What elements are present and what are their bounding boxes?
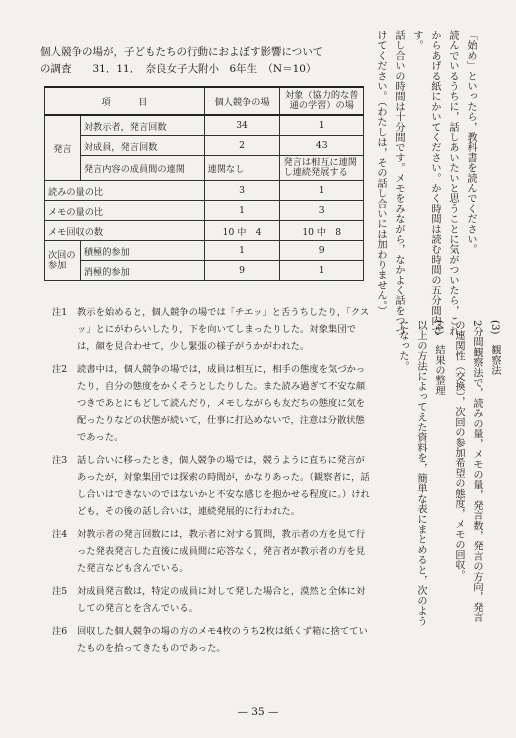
row-label: 発言内容の成員間の連関 (80, 156, 204, 181)
cell-control: 3 (280, 201, 364, 221)
header-item: 項 目 (45, 87, 205, 115)
notes-section (52, 304, 372, 663)
cell-competitive: 連関なし (204, 156, 280, 181)
note-item (52, 526, 372, 577)
row-label: 読みの量の比 (45, 181, 205, 201)
table-row (45, 261, 364, 281)
row-label: 対成員，発言回数 (80, 136, 204, 156)
results-table (44, 86, 364, 281)
note-text: 対成員発言数は，特定の成員に対して発した場合と，漠然と全体に対しての発言とを含んでいる。 (77, 586, 366, 614)
vertical-line: けてください。（わたしは，その話し合いには加わりません。） (375, 30, 386, 316)
note-number: 注4 (52, 529, 68, 540)
section-heading: (4) 結果の整理 (433, 320, 444, 396)
vertical-line: からあげる紙にかいてください。かく時間は読む時間の五分間内で (429, 30, 440, 336)
cell-control: 発言は相互に連関し連続発展する (280, 156, 364, 181)
table-row (45, 221, 364, 241)
cell-control: 1 (280, 181, 364, 201)
vertical-line: の連関性（交換），次回の参加希望の態度，メモの回収。 (453, 320, 464, 581)
page-number: — 35 — (237, 706, 279, 718)
caption-line-2: の調査 31．11． 奈良女子大附小 6年生 （N＝10） (40, 63, 317, 75)
row-label: 積極的参加 (80, 241, 204, 261)
note-item (52, 452, 372, 520)
note-number: 注2 (52, 364, 68, 375)
table-row (45, 181, 364, 201)
row-label: 消極的参加 (80, 261, 204, 281)
cell-competitive: 10 中 4 (204, 221, 280, 241)
cell-competitive: 9 (204, 261, 280, 281)
note-item (52, 623, 372, 657)
note-item (52, 583, 372, 617)
cell-control: 10 中 8 (280, 221, 364, 241)
note-item (52, 361, 372, 446)
cell-control: 9 (280, 241, 364, 261)
note-text: 話し合いに移ったとき，個人競争の場では，競うように直ちに発言があったが，対象集団では探索の時間が，かなりあった。（観察者に，話し合いはできないのではないかと不安な感じを抱かせる程度に。）けれども，その後の話し合いは，連続発展的に行われた。 (77, 455, 370, 517)
vertical-line: 「始め」といったら，教科書を読んでください。 (465, 30, 476, 255)
header-control: 対象（協力的な普通の学習）の場 (280, 87, 364, 115)
section-heading: (3) 観察法 (489, 320, 500, 376)
table-row (45, 115, 364, 136)
table-header-row (45, 87, 364, 115)
vertical-line: 話し合いの時間は十分間です。メモをみながら，なかよく話をつづ (393, 30, 404, 336)
note-text: 教示を始めると，個人競争の場では「チエッ」と舌うちしたり，「クスッ」とにがわらいしたり，下を向いてしまったりした。対象集団では，顔を見合わせて，少し緊張の様子がうかがわれた。 (77, 307, 370, 352)
row-label: 対教示者，発言回数 (80, 115, 204, 136)
table-caption (40, 44, 330, 78)
note-number: 注1 (52, 307, 68, 318)
caption-line-1: 個人競争の場が，子どもたちの行動におよぼす影響について (40, 46, 324, 58)
cell-control: 1 (280, 115, 364, 136)
note-text: 回収した個人競争の場の方のメモ4枚のうち2枚は紙くず箱に捨てていたものを拾ってきたものであった。 (77, 626, 368, 654)
cell-competitive: 1 (204, 201, 280, 221)
cell-control: 1 (280, 261, 364, 281)
note-text: 読書中は，個人競争の場では，成員は相互に，相手の態度を気づかったり，自分の態度をかくそうとしたりした。また読み過ぎて不安な顔つきであとにもどして読んだり，メモしながらも友だちの態度に気を配ったりなどの状態が続いて，仕事に打込めないで，注意は分散状態であった。 (77, 364, 366, 443)
cell-competitive: 34 (204, 115, 280, 136)
row-group-hatsugen: 発言 (45, 115, 81, 181)
header-competitive: 個人競争の場 (204, 87, 280, 115)
vertical-line: 読んでいるうちに，話しあいたいと思うことに気がついたら，これ (447, 30, 458, 336)
vertical-line: す。 (411, 30, 422, 51)
row-group-jikai: 次回の参加 (45, 241, 81, 281)
cell-control: 43 (280, 136, 364, 156)
table-row (45, 201, 364, 221)
cell-competitive: 3 (204, 181, 280, 201)
note-number: 注6 (52, 626, 68, 637)
note-text: 対教示者の発言回数には，教示者に対する質問，教示者の方を見て行った発表発言した直後に成員間に応答なく，発言者が教示者の方を見た発言なども含んでいる。 (77, 529, 366, 574)
vertical-line: になった。 (397, 320, 408, 371)
note-item (52, 304, 372, 355)
note-number: 注5 (52, 586, 68, 597)
vertical-line: 以上の方法によってえた資料を，簡単な表にまとめると，次のよう (415, 320, 426, 626)
row-label: メモの量の比 (45, 201, 205, 221)
cell-competitive: 1 (204, 241, 280, 261)
table-row (45, 241, 364, 261)
note-number: 注3 (52, 455, 68, 466)
table-row (45, 136, 364, 156)
cell-competitive: 2 (204, 136, 280, 156)
table-row (45, 156, 364, 181)
vertical-line: 2分間観察法で，読みの量，メモの量，発言数，発言の方向，発言 (471, 320, 482, 623)
row-label: メモ回収の数 (45, 221, 205, 241)
